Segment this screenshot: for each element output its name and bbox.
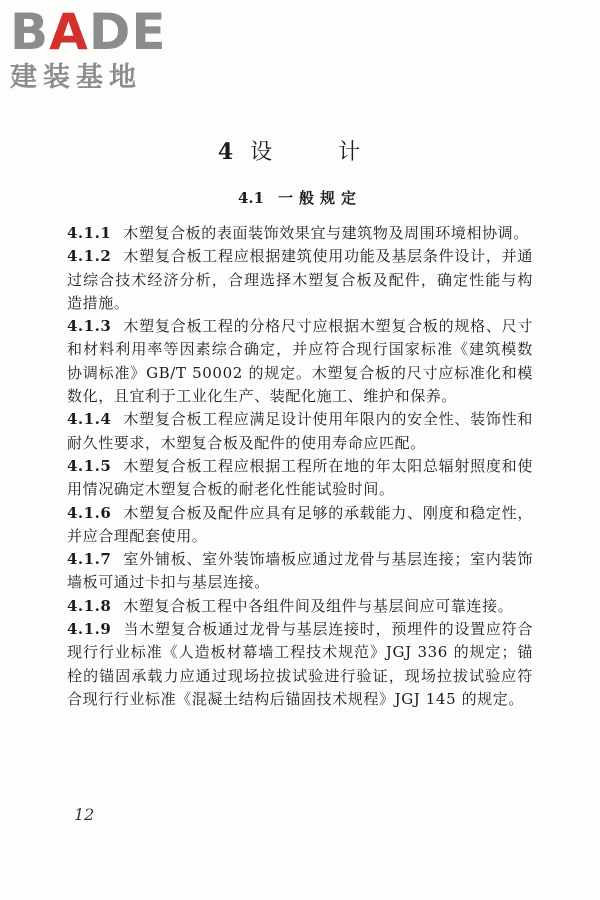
- page-number: 12: [74, 805, 95, 824]
- clause-number: 4.1.5: [67, 456, 112, 475]
- clause-number: 4.1.1: [67, 224, 112, 242]
- section-title: [0, 188, 600, 208]
- clause-text: 木塑复合板工程应根据工程所在地的年太阳总辐射照度和使用情况确定木塑复合板的耐老化性能试验时间。: [67, 456, 533, 499]
- clause-number: 4.1.4: [67, 410, 112, 429]
- clause: [67, 245, 533, 315]
- logo-wordmark: [10, 3, 180, 61]
- logo-letter: B: [10, 3, 50, 61]
- clause-number: 4.1.8: [67, 596, 112, 615]
- clause: [67, 315, 533, 408]
- clause-text: 木塑复合板工程的分格尺寸应根据木塑复合板的规格、尺寸和材料利用率等因素综合确定，并应符合现行国家标准《建筑模数协调标准》GB/T 50002 的规定。木塑复合板的尺寸应标准化和模数化，且宜利于工业化生产、装配化施工、维护和保养。: [67, 317, 533, 406]
- clause-text: 木塑复合板工程中各组件间及组件与基层间应可靠连接。: [123, 596, 514, 615]
- clause-number: 4.1.7: [67, 550, 112, 569]
- clause-text: 木塑复合板及配件应具有足够的承载能力、刚度和稳定性，并应合理配套使用。: [67, 503, 533, 545]
- logo-subtitle: 建装基地: [10, 62, 142, 93]
- logo-letter-accent: A: [49, 3, 89, 61]
- logo-letter: D: [88, 3, 132, 61]
- clause: [67, 595, 533, 618]
- chapter-name: 设 计: [250, 140, 383, 165]
- clause-text: 木塑复合板工程应根据建筑使用功能及基层条件设计，并通过综合技术经济分析，合理选择木塑复合板及配件，确定性能与构造措施。: [67, 247, 533, 312]
- clause-text: 室外铺板、室外装饰墙板应通过龙骨与基层连接；室内装饰墙板可通过卡扣与基层连接。: [67, 550, 533, 592]
- clause-text: 木塑复合板工程应满足设计使用年限内的安全性、装饰性和耐久性要求，木塑复合板及配件的使用寿命应匹配。: [67, 410, 533, 452]
- clause: [67, 455, 533, 502]
- section-name: 一般规定: [278, 189, 363, 207]
- clause-number: 4.1.9: [67, 620, 112, 639]
- chapter-title: [0, 138, 600, 167]
- clause-text: 木塑复合板的表面装饰效果宜与建筑物及周围环境相协调。: [123, 224, 529, 242]
- clause-list: [67, 222, 533, 711]
- bade-logo: [10, 3, 180, 98]
- clause: [67, 408, 533, 455]
- chapter-number: 4: [217, 139, 235, 165]
- clause: [67, 618, 533, 711]
- clause: [67, 222, 533, 245]
- logo-letter: E: [131, 3, 167, 61]
- clause-text: 当木塑复合板通过龙骨与基层连接时，预埋件的设置应符合现行行业标准《人造板材幕墙工程技术规范》JGJ 336 的规定；锚栓的锚固承载力应通过现场拉拔试验进行验证，现场拉拔试验应符合现行行业标准《混凝土结构后锚固技术规程》JGJ 145 的规定。: [67, 620, 533, 708]
- clause-number: 4.1.3: [67, 317, 112, 336]
- section-number: 4.1: [237, 189, 265, 207]
- clause-number: 4.1.2: [67, 247, 112, 266]
- clause: [67, 502, 533, 549]
- clause-number: 4.1.6: [67, 503, 112, 522]
- clause: [67, 548, 533, 595]
